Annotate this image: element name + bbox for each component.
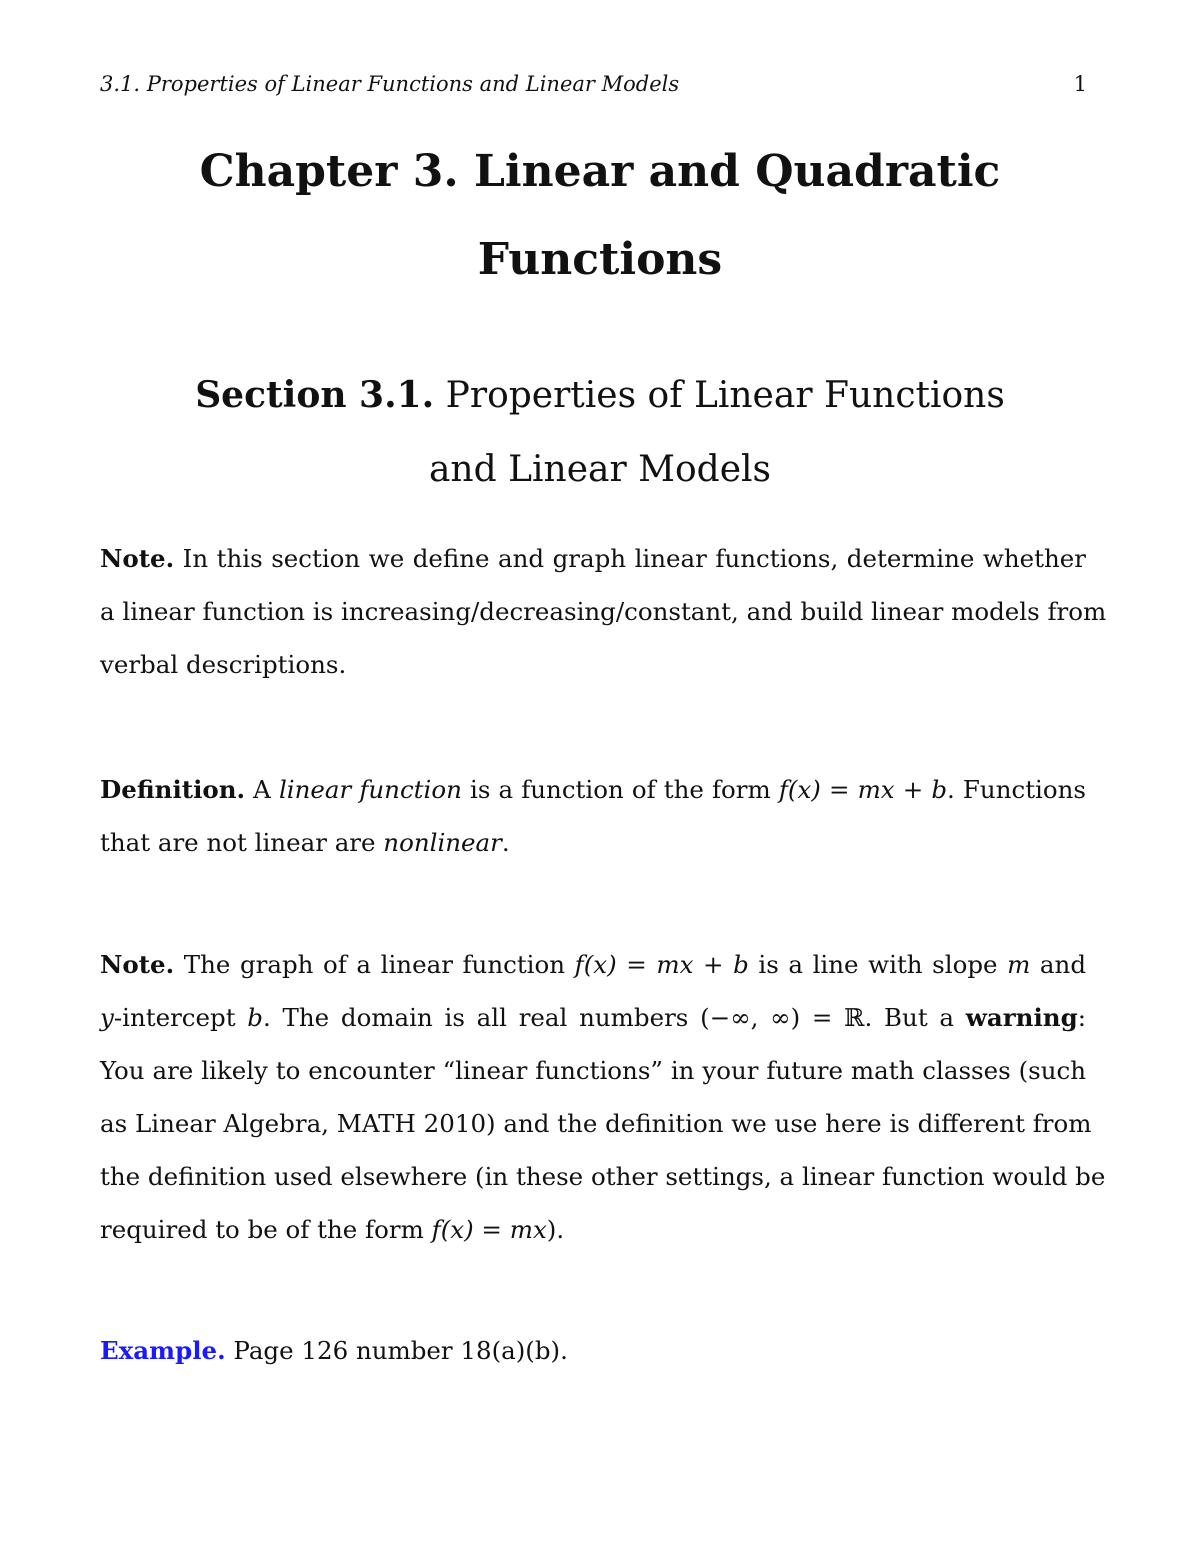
note2-line-2 <box>100 991 1086 1044</box>
note2-line-1 <box>100 938 1086 991</box>
note1-line-3: verbal descriptions. <box>100 650 347 679</box>
note2-line-3: You are likely to encounter “linear functions” in your future math classes (such <box>100 1056 1086 1085</box>
formula-linear: f(x) = mx + b <box>778 775 948 804</box>
note1-line-2: a linear function is increasing/decreasing/constant, and build linear models from <box>100 597 1107 626</box>
chapter-title-line-2: Functions <box>477 234 723 285</box>
note2-text-1b: is a line with slope <box>748 950 1008 979</box>
chapter-title-line-1: Chapter 3. Linear and Quadratic <box>199 146 1001 197</box>
note2-text-2a: -intercept <box>113 1003 248 1032</box>
section-title-line-2: and Linear Models <box>428 449 772 490</box>
section-title <box>120 358 1080 507</box>
note-paragraph-1 <box>100 532 1107 691</box>
section-title-line-1 <box>120 358 1080 433</box>
slope-variable: m <box>1007 950 1031 979</box>
section-title-text-1: Properties of Linear Functions <box>434 375 1005 416</box>
chapter-title <box>120 128 1080 304</box>
formula-mx: f(x) = mx <box>431 1215 547 1244</box>
running-header-title: 3.1. Properties of Linear Functions and Linear Models <box>100 72 680 96</box>
note-paragraph-2 <box>100 938 1106 1256</box>
definition-text-1: A <box>245 775 279 804</box>
note1-line-1 <box>100 532 1086 585</box>
note2-line-5: the definition used elsewhere (in these other settings, a linear function would be <box>100 1162 1106 1191</box>
term-linear-function: linear function <box>278 775 462 804</box>
definition-text-5: . <box>501 828 510 857</box>
note-label-2: Note. <box>100 950 175 979</box>
note2-text-1a: The graph of a linear function <box>174 950 575 979</box>
definition-label: Definition. <box>100 775 246 804</box>
note1-text-1: In this section we define and graph linear functions, determine whether <box>174 544 1086 573</box>
note2-line-4: as Linear Algebra, MATH 2010) and the definition we use here is different from <box>100 1109 1092 1138</box>
note2-text-1c: and <box>1030 950 1087 979</box>
note2-text-2b: . The domain is all real numbers (−∞, ∞) = ℝ. But a <box>262 1003 966 1032</box>
section-label: Section 3.1. <box>195 374 435 416</box>
y-variable: y <box>100 1003 114 1032</box>
example-line <box>100 1324 1086 1377</box>
example-label: Example. <box>100 1336 226 1365</box>
formula-linear-2: f(x) = mx + b <box>574 950 749 979</box>
definition-line-2 <box>100 816 1086 869</box>
note2-text-6a: required to be of the form <box>100 1215 432 1244</box>
definition-text-3: . Functions <box>947 775 1086 804</box>
definition-text-4: that are not linear are <box>100 828 384 857</box>
note2-line-6 <box>100 1203 1086 1256</box>
note-label: Note. <box>100 544 175 573</box>
example-paragraph <box>100 1324 1086 1377</box>
example-text: Page 126 number 18(a)(b). <box>225 1336 568 1365</box>
warning-word: warning <box>965 1003 1078 1032</box>
term-nonlinear: nonlinear <box>383 828 502 857</box>
definition-line-1 <box>100 763 1086 816</box>
running-header <box>100 72 1087 96</box>
note2-text-6b: ). <box>546 1215 565 1244</box>
intercept-variable: b <box>247 1003 263 1032</box>
page-number: 1 <box>1073 72 1087 96</box>
definition-text-2: is a function of the form <box>461 775 779 804</box>
definition-paragraph <box>100 763 1086 869</box>
note2-text-2c: : <box>1077 1003 1086 1032</box>
